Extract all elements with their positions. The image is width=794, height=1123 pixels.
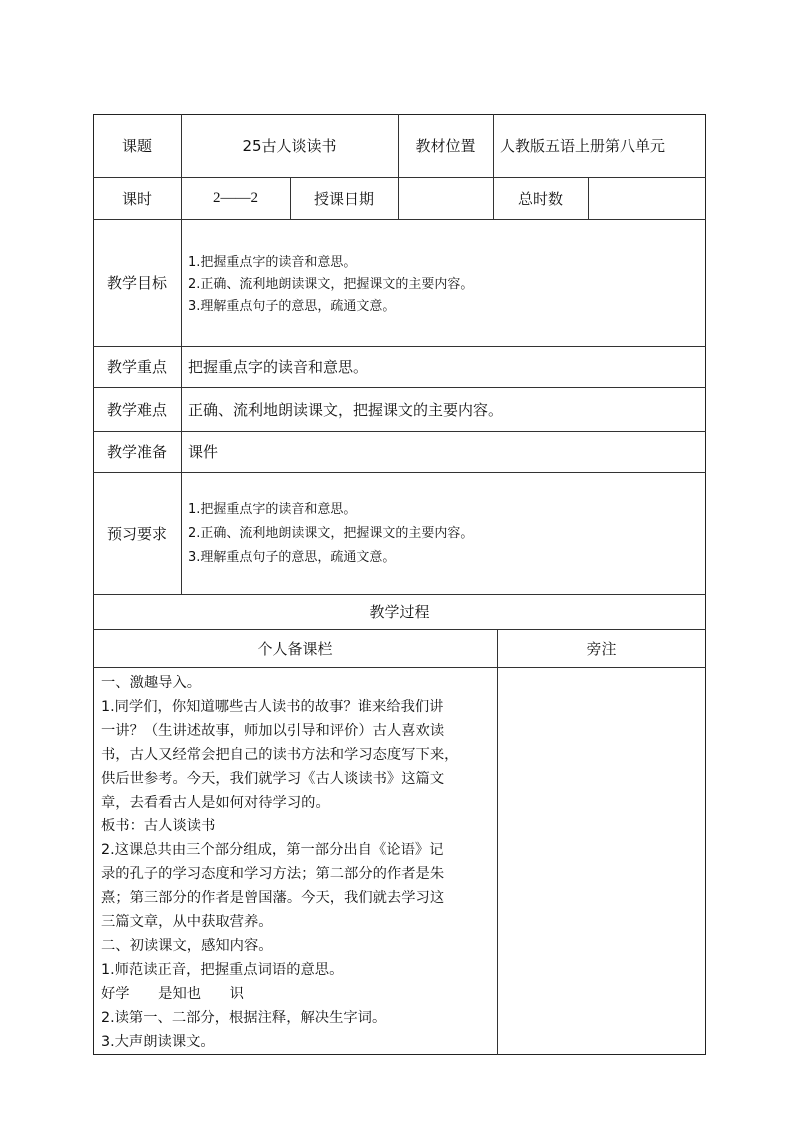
content-line: 2.这课总共由三个部分组成，第一部分出自《论语》记 xyxy=(101,842,444,859)
content-line: 1.师范读正音，把握重点词语的意思。 xyxy=(101,961,344,978)
preview-item: 1.把握重点字的读音和意思。 xyxy=(188,502,357,517)
key-points-value: 把握重点字的读音和意思。 xyxy=(188,358,369,376)
topic-label: 课题 xyxy=(121,137,152,155)
preparation-value: 课件 xyxy=(188,443,219,461)
content-line: 板书：古人谈读书 xyxy=(101,818,216,835)
date-value xyxy=(398,177,493,219)
content-line: 一、激趣导入。 xyxy=(101,675,202,691)
objective-item: 1.把握重点字的读音和意思。 xyxy=(188,255,357,270)
date-label: 授课日期 xyxy=(313,189,374,208)
objective-item: 3.理解重点句子的意思，疏通文意。 xyxy=(188,299,396,314)
row-divider xyxy=(93,219,706,220)
total-value xyxy=(588,177,706,219)
topic-value: 25古人谈读书 xyxy=(242,137,337,155)
content-line: 录的孔子的学习态度和学习方法；第二部分的作者是朱 xyxy=(101,866,445,883)
key-points-label: 教学重点 xyxy=(106,358,167,376)
personal-column-header: 个人备课栏 xyxy=(257,639,333,658)
content-line: 二、初读课文，感知内容。 xyxy=(101,937,273,954)
textbook-position-label: 教材位置 xyxy=(415,137,476,155)
content-line: 书，古人又经常会把自己的读书方法和学习态度写下来， xyxy=(101,746,459,763)
content-line: 章，去看看古人是如何对待学习的。 xyxy=(101,794,330,811)
total-label: 总时数 xyxy=(517,189,563,208)
preview-label: 预习要求 xyxy=(106,524,167,543)
difficulties-value: 正确、流利地朗读课文，把握课文的主要内容。 xyxy=(188,400,504,419)
notes-area xyxy=(497,667,706,1055)
content-line: 好学 是知也 识 xyxy=(101,985,244,1002)
content-line: 熹；第三部分的作者是曾国藩。今天，我们就去学习这 xyxy=(101,890,445,907)
difficulties-label: 教学难点 xyxy=(106,400,167,419)
row-divider xyxy=(93,472,706,473)
content-line: 1.同学们，你知道哪些古人读书的故事？谁来给我们讲 xyxy=(101,698,444,715)
content-line: 一讲？（生讲述故事，师加以引导和评价）古人喜欢读 xyxy=(101,722,445,739)
content-line: 供后世参考。今天，我们就学习《古人谈读书》这篇文 xyxy=(101,770,445,787)
content-line: 2.读第一、二部分，根据注释，解决生字词。 xyxy=(101,1009,387,1026)
process-content xyxy=(101,672,493,1055)
lesson-value: 2——2 xyxy=(213,189,258,206)
textbook-position-value: 人教版五语上册第八单元 xyxy=(500,137,666,155)
preparation-label: 教学准备 xyxy=(106,443,167,461)
preview-item: 3.理解重点句子的意思，疏通文意。 xyxy=(188,550,396,565)
lesson-label: 课时 xyxy=(121,189,152,208)
content-line: 3.大声朗读课文。 xyxy=(101,1033,215,1050)
preview-item: 2.正确、流利地朗读课文，把握课文的主要内容。 xyxy=(188,526,474,541)
objectives-label: 教学目标 xyxy=(106,274,167,292)
notes-column-header: 旁注 xyxy=(586,639,617,658)
objective-item: 2.正确、流利地朗读课文，把握课文的主要内容。 xyxy=(188,277,474,292)
process-title: 教学过程 xyxy=(369,603,430,621)
preview-list xyxy=(188,498,473,570)
content-line: 三篇文章，从中获取营养。 xyxy=(101,914,273,931)
objectives-list xyxy=(188,252,473,318)
